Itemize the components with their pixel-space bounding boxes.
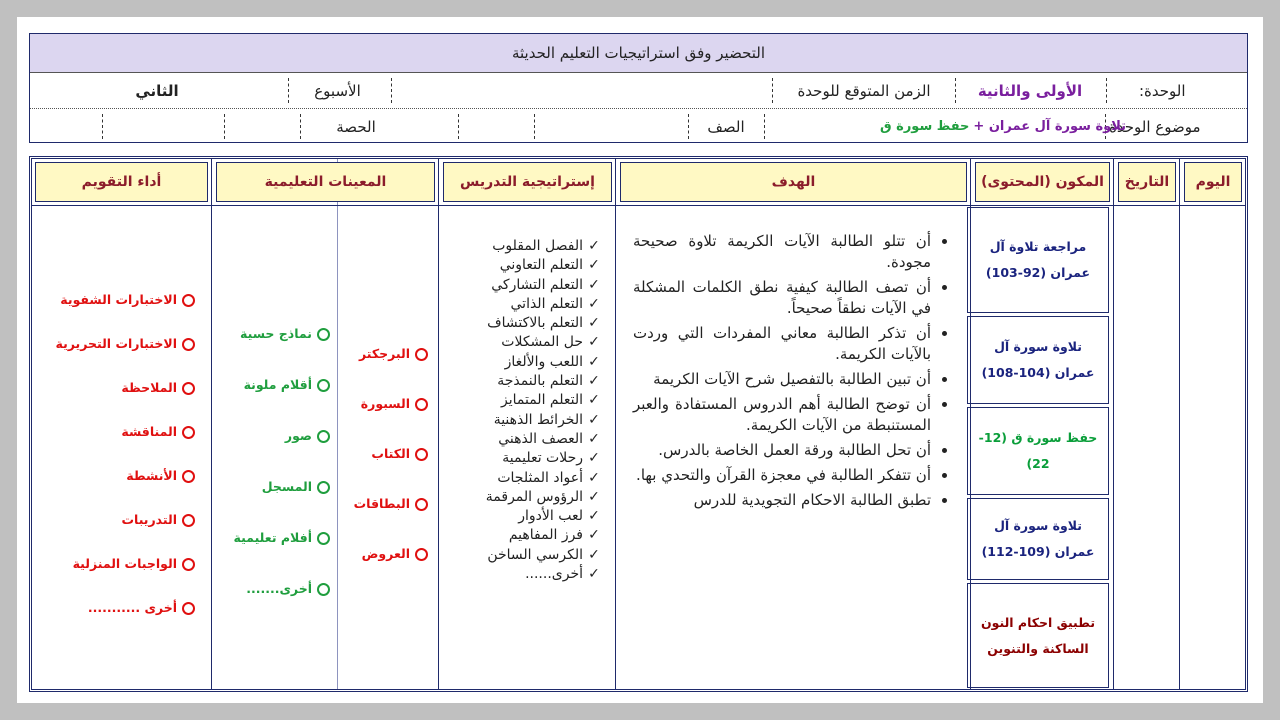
divider: [688, 114, 689, 139]
divider: [764, 114, 765, 139]
content-item: حفظ سورة ق (12-22): [967, 407, 1109, 495]
aid-item: [361, 396, 428, 411]
circle-bullet-icon: [182, 514, 195, 527]
aid-item: [262, 479, 330, 494]
col-head-date: التاريخ: [1118, 162, 1176, 202]
circle-bullet-icon: [317, 583, 330, 596]
assessment-label: التدريبات: [121, 512, 177, 527]
check-icon: ✓: [588, 373, 600, 390]
strategy-label: التعلم التشاركي: [491, 276, 583, 293]
aid-item: [359, 346, 428, 361]
aid-label: أخرى.......: [246, 581, 312, 596]
content-item: مراجعة تلاوة آل عمران (92-103): [967, 207, 1109, 313]
goal-item: • أن تتلو الطالبة الآيات الكريمة تلاوة صحيحة مجودة.: [633, 231, 931, 273]
aid-item: [371, 446, 428, 461]
aid-label: أفلام تعليمية: [233, 530, 312, 545]
strategy-label: الفصل المقلوب: [492, 238, 583, 254]
check-icon: ✓: [588, 257, 600, 274]
circle-bullet-icon: [182, 426, 195, 439]
header-row-2: [30, 109, 1247, 144]
header-line: [32, 205, 1245, 206]
header-row-1: [30, 73, 1247, 109]
strategy-item: [455, 449, 605, 468]
divider: [772, 78, 773, 103]
col-divider: [211, 159, 212, 689]
goal-item: • أن تبين الطالبة بالتفصيل شرح الآيات الكريمة: [633, 369, 931, 390]
week-value: الثاني: [135, 81, 179, 100]
circle-bullet-icon: [317, 481, 330, 494]
aid-label: السبورة: [360, 396, 410, 411]
strategy-label: أعواد المثلجات: [497, 469, 583, 486]
aid-item: [244, 377, 330, 392]
divider: [534, 114, 535, 139]
strategy-item: [455, 488, 605, 507]
check-icon: ✓: [588, 508, 600, 525]
circle-bullet-icon: [317, 379, 330, 392]
strategy-item: [455, 391, 605, 410]
check-icon: ✓: [588, 334, 600, 351]
circle-bullet-icon: [182, 558, 195, 571]
aid-label: نماذج حسية: [240, 326, 312, 341]
week-label: الأسبوع: [314, 81, 361, 100]
strategy-item: [455, 546, 605, 565]
circle-bullet-icon: [415, 348, 428, 361]
col-head-content: المكون (المحتوى): [975, 162, 1110, 202]
check-icon: ✓: [588, 527, 600, 544]
strategy-label: الرؤوس المرقمة: [485, 488, 583, 505]
divider: [102, 114, 103, 139]
assessment-item: [121, 380, 195, 395]
strategy-label: الخرائط الذهنية: [493, 411, 583, 428]
strategy-label: التعلم المتمايز: [501, 392, 583, 409]
check-icon: ✓: [588, 276, 600, 293]
aid-item: [354, 496, 428, 511]
strategies-list: [455, 237, 605, 584]
goals-list: [633, 231, 951, 515]
strategy-item: [455, 507, 605, 526]
aid-label: البطاقات: [353, 496, 410, 511]
circle-bullet-icon: [182, 382, 195, 395]
circle-bullet-icon: [415, 398, 428, 411]
strategy-label: اللعب والألغاز: [504, 353, 583, 370]
goal-item: • أن تتفكر الطالبة في معجزة القرآن والتحدي بها.: [633, 465, 931, 486]
check-icon: ✓: [588, 430, 600, 447]
aid-label: البرجكتر: [358, 346, 410, 361]
aid-item: [362, 546, 428, 561]
assessment-label: أخرى ...........: [87, 600, 177, 615]
goal-item: • أن توضح الطالبة أهم الدروس المستفادة والعبر المستنبطة من الآيات الكريمة.: [633, 394, 931, 436]
circle-bullet-icon: [415, 548, 428, 561]
divider: [1106, 78, 1107, 103]
check-icon: ✓: [588, 450, 600, 467]
circle-bullet-icon: [415, 498, 428, 511]
circle-bullet-icon: [317, 430, 330, 443]
check-icon: ✓: [588, 469, 600, 486]
strategy-label: الكرسي الساخن: [487, 546, 583, 563]
goal-item: • أن تذكر الطالبة معاني المفردات التي وردت بالآيات الكريمة.: [633, 323, 931, 365]
assessment-label: الواجبات المنزلية: [72, 556, 177, 571]
aid-label: صور: [284, 428, 312, 443]
strategy-item: [455, 526, 605, 545]
content-item: تلاوة سورة آل عمران (104-108): [967, 316, 1109, 404]
assessment-item: [88, 600, 195, 615]
strategy-label: التعلم بالاكتشاف: [487, 315, 583, 332]
strategy-label: حل المشكلات: [501, 334, 583, 351]
assessment-label: الاختبارات الشفوية: [60, 292, 177, 307]
check-icon: ✓: [588, 546, 600, 563]
divider: [458, 114, 459, 139]
check-icon: ✓: [588, 353, 600, 370]
strategy-item: [455, 333, 605, 352]
strategy-item: [455, 314, 605, 333]
goal-item: • تطبق الطالبة الاحكام التجويدية للدرس: [633, 490, 931, 511]
assessment-label: الملاحظة: [121, 380, 177, 395]
assessment-item: [73, 556, 195, 571]
aid-label: العروض: [361, 546, 410, 561]
strategy-item: [455, 469, 605, 488]
strategy-label: أخرى......: [525, 566, 583, 583]
assessment-item: [121, 424, 195, 439]
content-item: تطبيق احكام النون الساكنة والتنوين: [967, 583, 1109, 688]
strategy-label: التعلم التعاوني: [499, 257, 583, 274]
plan-table: [29, 156, 1248, 692]
check-icon: ✓: [588, 411, 600, 428]
aid-label: الكتاب: [371, 446, 410, 461]
assessment-item: [121, 512, 195, 527]
strategy-item: [455, 372, 605, 391]
divider: [288, 78, 289, 103]
aid-item: [240, 326, 330, 341]
page-frame: [17, 17, 1263, 703]
strategy-label: لعب الأدوار: [518, 508, 583, 525]
topic-value-part2: حفظ سورة ق: [880, 119, 970, 134]
circle-bullet-icon: [182, 470, 195, 483]
col-head-assessment: أداء التقويم: [35, 162, 208, 202]
period-label: الحصة: [336, 117, 376, 136]
divider: [300, 114, 301, 139]
col-head-strategy: إستراتيجية التدريس: [443, 162, 612, 202]
aid-item: [246, 581, 330, 596]
aid-label: المسجل: [261, 479, 312, 494]
unit-value: الأولى والثانية: [977, 81, 1083, 100]
strategy-item: [455, 565, 605, 584]
strategy-item: [455, 256, 605, 275]
divider: [224, 114, 225, 139]
content-item: تلاوة سورة آل عمران (109-112): [967, 498, 1109, 580]
aid-item: [234, 530, 331, 545]
col-head-day: اليوم: [1184, 162, 1242, 202]
divider: [391, 78, 392, 103]
unit-label: الوحدة:: [1139, 81, 1186, 100]
check-icon: ✓: [588, 566, 600, 583]
assessment-label: المناقشة: [121, 424, 177, 439]
check-icon: ✓: [588, 488, 600, 505]
col-divider: [615, 159, 616, 689]
strategy-label: التعلم بالنمذجة: [497, 373, 583, 390]
circle-bullet-icon: [415, 448, 428, 461]
topic-value: [880, 109, 1126, 144]
col-head-aids: المعينات التعليمية: [216, 162, 435, 202]
topic-label: موضوع الوحدة: [1109, 117, 1201, 136]
strategy-label: العصف الذهني: [498, 430, 583, 447]
assessment-label: الأنشطة: [126, 468, 177, 483]
strategy-item: [455, 411, 605, 430]
circle-bullet-icon: [317, 532, 330, 545]
aid-item: [285, 428, 330, 443]
strategy-item: [455, 237, 605, 256]
col-divider: [438, 159, 439, 689]
col-divider: [1179, 159, 1180, 689]
circle-bullet-icon: [317, 328, 330, 341]
strategy-label: التعلم الذاتي: [510, 295, 583, 312]
strategy-label: رحلات تعليمية: [502, 450, 583, 467]
strategy-item: [455, 276, 605, 295]
assessment-item: [126, 468, 195, 483]
assessment-label: الاختبارات التحريرية: [55, 336, 177, 351]
check-icon: ✓: [588, 392, 600, 409]
expected-time-value: [407, 73, 767, 108]
assessment-item: [55, 336, 195, 351]
divider: [955, 78, 956, 103]
aid-label: أقلام ملونة: [243, 377, 312, 392]
check-icon: ✓: [588, 315, 600, 332]
expected-time-label: الزمن المتوقع للوحدة: [797, 81, 931, 100]
goal-item: • أن تصف الطالبة كيفية نطق الكلمات المشكلة في الآيات نطقاً صحيحاً.: [633, 277, 931, 319]
aids-subdivider: [337, 159, 338, 689]
col-divider: [1113, 159, 1114, 689]
goal-item: • أن تحل الطالبة ورقة العمل الخاصة بالدرس.: [633, 440, 931, 461]
check-icon: ✓: [588, 238, 600, 254]
circle-bullet-icon: [182, 602, 195, 615]
plan-title: التحضير وفق استراتيجيات التعليم الحديثة: [30, 34, 1247, 73]
strategy-label: فرز المفاهيم: [508, 527, 583, 544]
class-label: الصف: [707, 117, 745, 136]
topic-value-part1: تلاوة سورة آل عمران +: [973, 119, 1126, 134]
strategy-item: [455, 353, 605, 372]
check-icon: ✓: [588, 295, 600, 312]
plan-header: [29, 33, 1248, 143]
strategy-item: [455, 295, 605, 314]
strategy-item: [455, 430, 605, 449]
circle-bullet-icon: [182, 338, 195, 351]
col-head-goal: الهدف: [620, 162, 967, 202]
circle-bullet-icon: [182, 294, 195, 307]
assessment-item: [60, 292, 195, 307]
